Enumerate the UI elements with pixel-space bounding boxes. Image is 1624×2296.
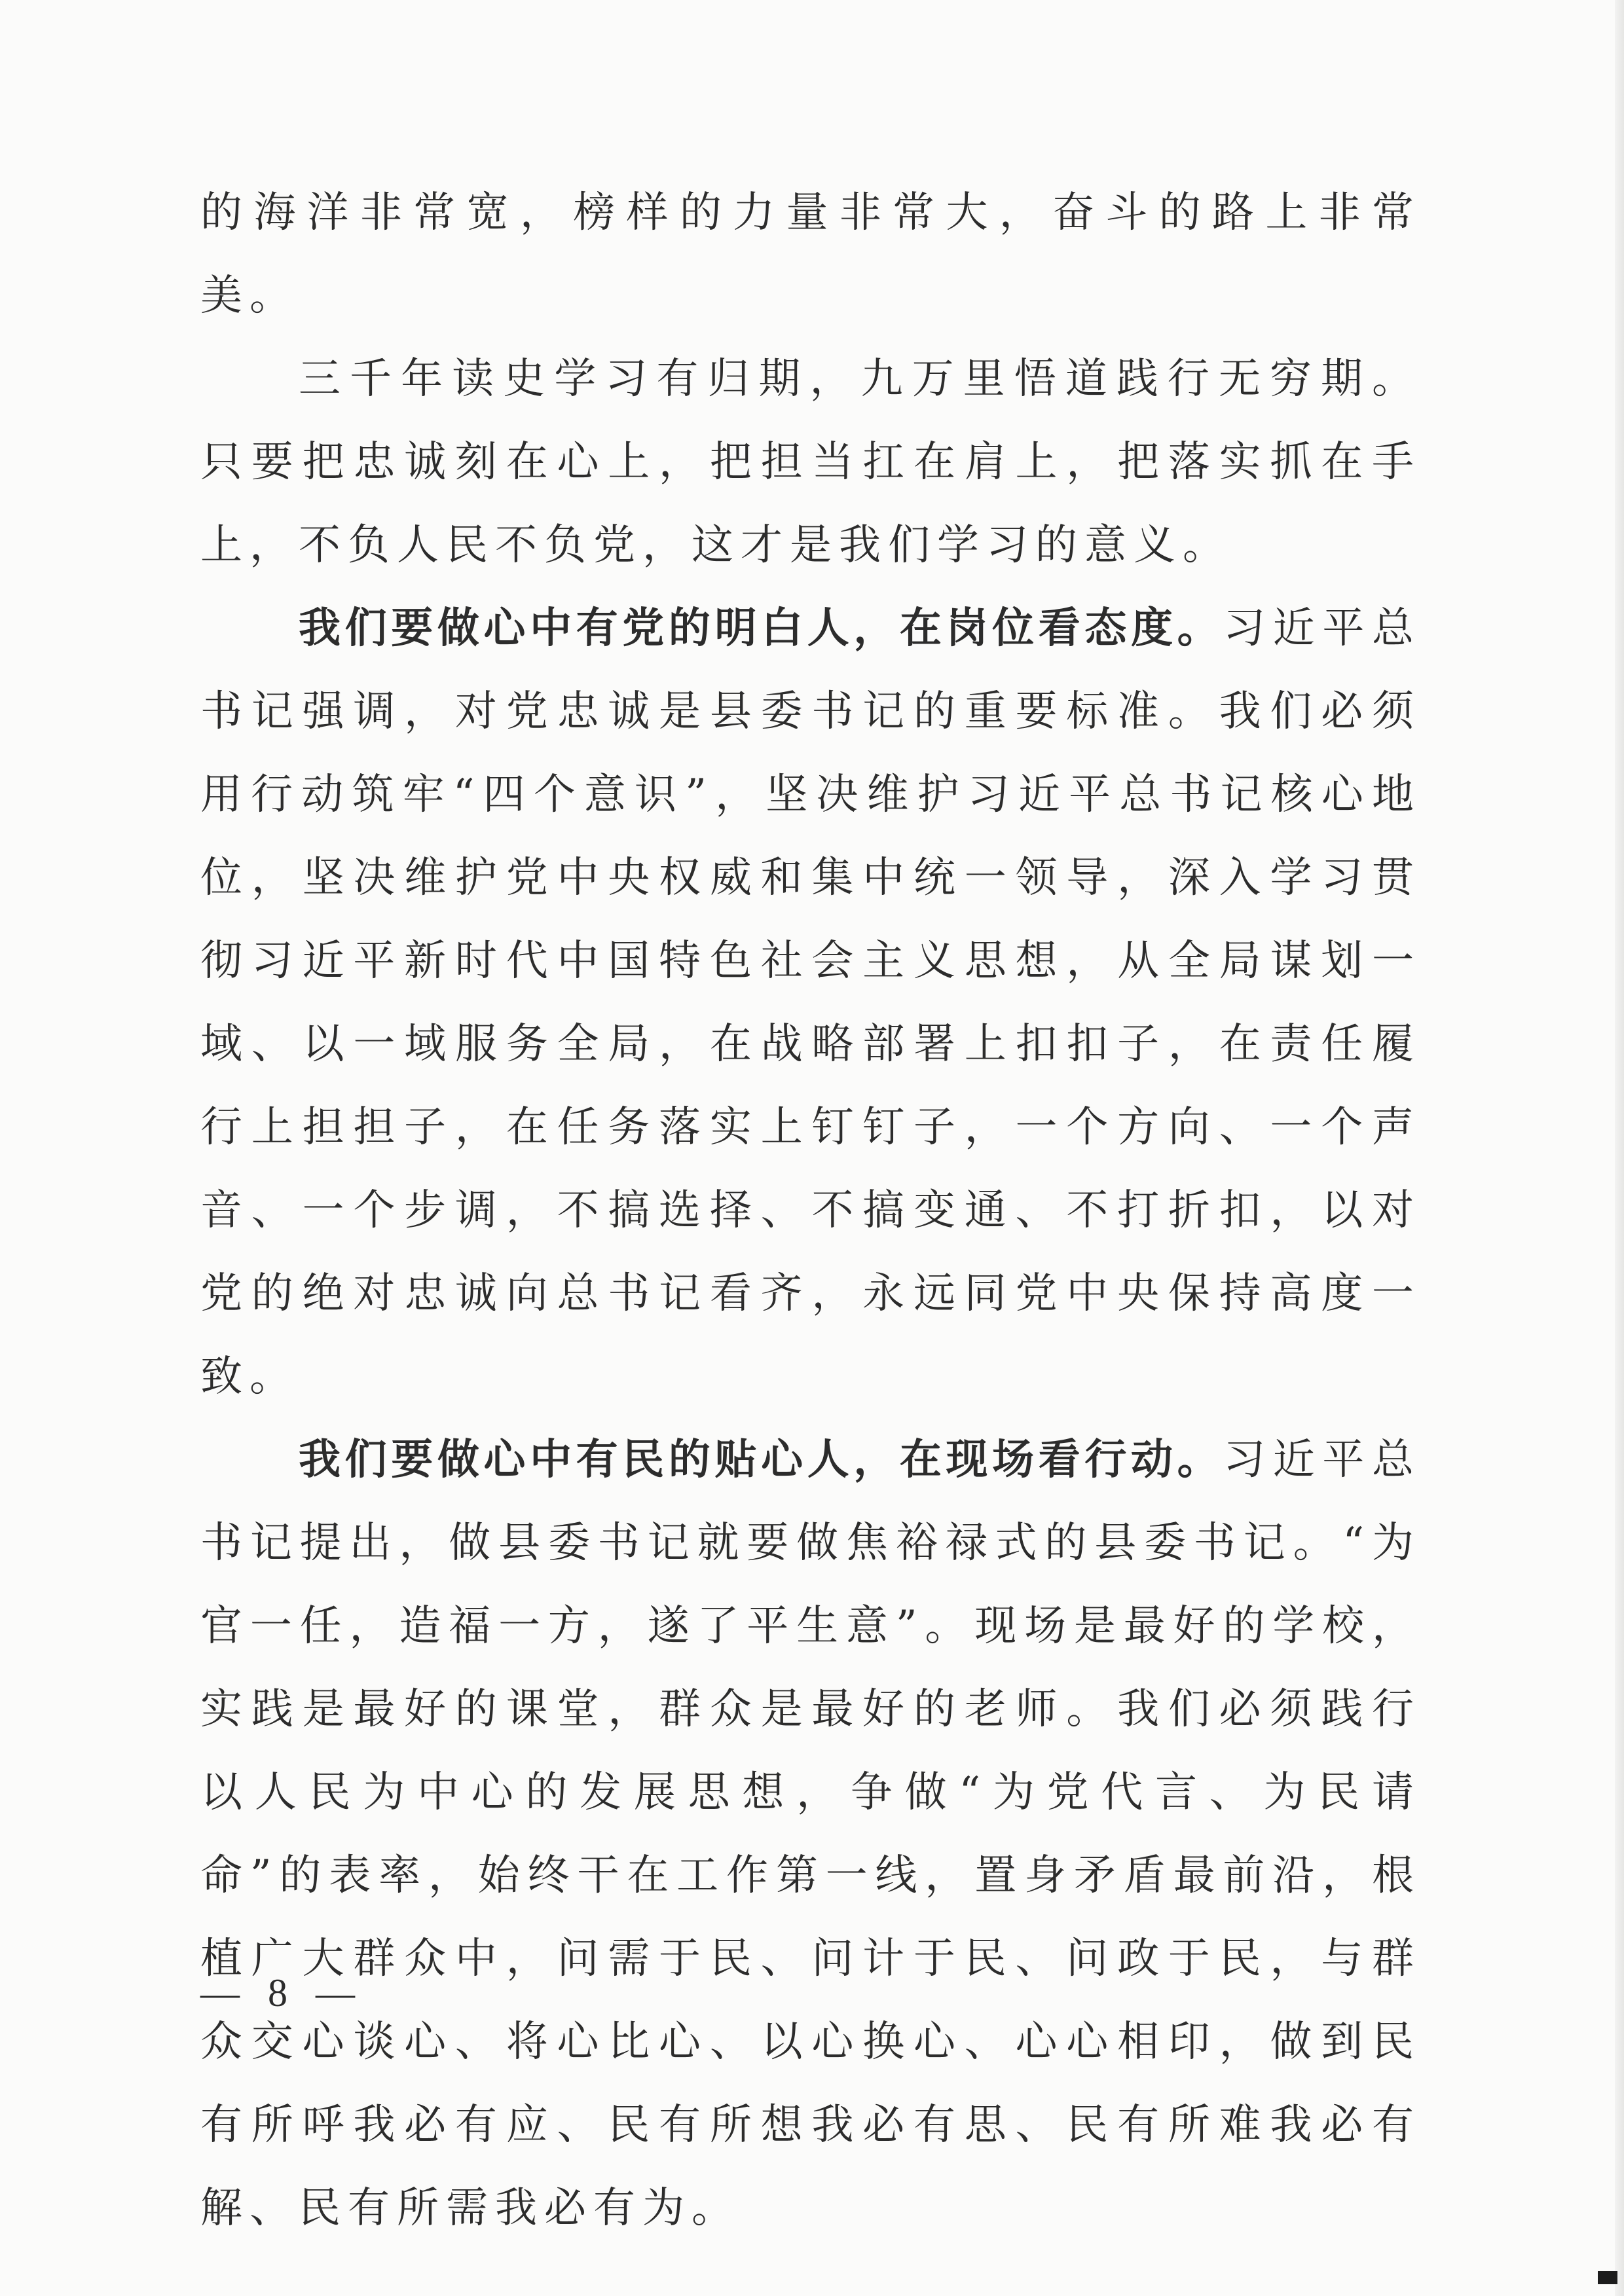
paragraph-3-lead-sentence: 我们要做心中有党的明白人，在岗位看态度。 [299,604,1224,653]
scan-corner-mark [1598,2271,1617,2284]
paragraph-2-text: 三千年读史学习有归期，九万里悟道践行无穷期。只要把忠诚刻在心上，把担当扛在肩上，把落实抓在手上，不负人民不负党，这才是我们学习的意义。 [200,355,1421,570]
paragraph-2 [200,338,1421,587]
paragraph-4-lead-sentence: 我们要做心中有民的贴心人，在现场看行动。 [299,1436,1224,1484]
paragraph-4 [200,1419,1421,2250]
paragraph-3 [200,587,1421,1419]
paragraph-3-text: 习近平总书记强调，对党忠诚是县委书记的重要标准。我们必须用行动筑牢“四个意识”，坚决维护习近平总书记核心地位，坚决维护党中央权威和集中统一领导，深入学习贯彻习近平新时代中国特色社会主义思想，从全局谋划一域、以一域服务全局，在战略部署上扣扣子，在责任履行上担担子，在任务落实上钉钉子，一个方向、一个声音、一个步调，不搞选择、不搞变通、不打折扣，以对党的绝对忠诚向总书记看齐，永远同党中央保持高度一致。 [200,604,1421,1401]
body-text [200,172,1421,2250]
paragraph-4-text: 习近平总书记提出，做县委书记就要做焦裕禄式的县委书记。“为官一任，造福一方，遂了平生意”。现场是最好的学校，实践是最好的课堂，群众是最好的老师。我们必须践行以人民为中心的发展思想，争做“为党代言、为民请命”的表率，始终干在工作第一线，置身矛盾最前沿，根植广大群众中，问需于民、问计于民、问政于民，与群众交心谈心、将心比心、以心换心、心心相印，做到民有所呼我必有应、民有所想我必有思、民有所难我必有解、民有所需我必有为。 [200,1436,1421,2232]
paragraph-1-text: 的海洋非常宽，榜样的力量非常大，奋斗的路上非常美。 [200,189,1421,320]
scan-edge-shadow [1615,0,1624,2296]
page-number: — 8 — [200,1971,364,2014]
paragraph-1 [200,172,1421,338]
